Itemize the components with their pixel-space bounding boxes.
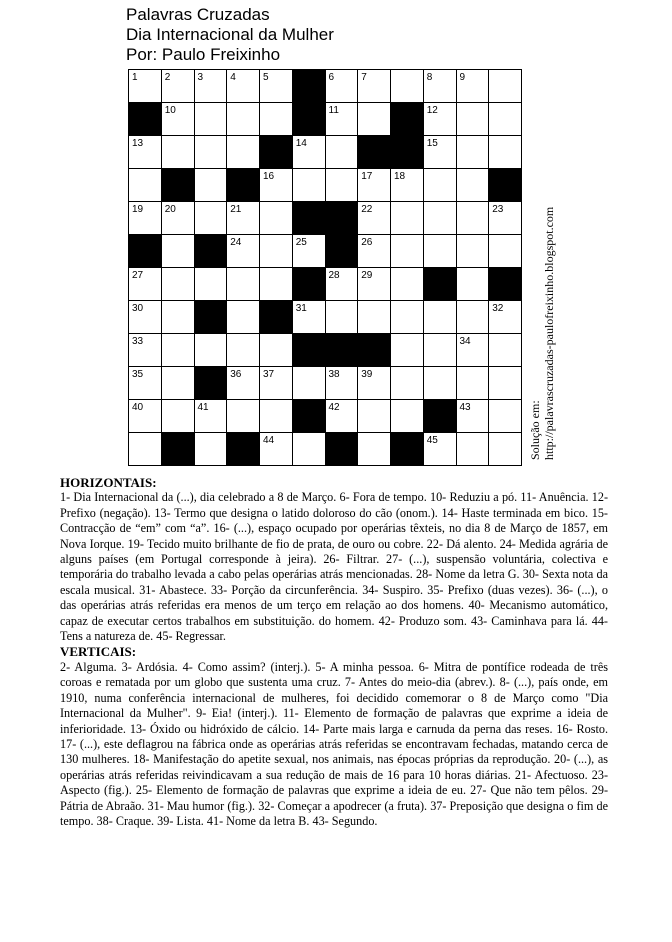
grid-cell[interactable]	[226, 234, 260, 268]
grid-cell[interactable]	[488, 300, 522, 334]
black-cell	[325, 333, 359, 367]
cell-number: 21	[230, 204, 242, 215]
grid-cell[interactable]	[390, 300, 424, 334]
grid-cell[interactable]	[161, 102, 195, 136]
cell-number: 22	[361, 204, 373, 215]
clues-section	[60, 475, 608, 829]
grid-cell[interactable]	[456, 102, 490, 136]
black-cell	[390, 432, 424, 466]
black-cell	[226, 432, 260, 466]
grid-cell[interactable]	[357, 168, 391, 202]
black-cell	[423, 399, 457, 433]
black-cell	[259, 300, 293, 334]
cell-number: 29	[361, 270, 373, 281]
solution-note	[528, 207, 556, 460]
grid-cell[interactable]	[423, 234, 457, 268]
grid-cell[interactable]	[456, 69, 490, 103]
grid-cell[interactable]	[488, 135, 522, 169]
cell-number: 28	[328, 270, 340, 281]
grid-cell[interactable]	[292, 168, 326, 202]
grid-cell[interactable]	[456, 333, 490, 367]
vertical-clues: 2- Alguma. 3- Ardósia. 4- Como assim? (interj.). 5- A minha pessoa. 6- Mitra de pontífice rodeada de três coroas e rematada por um globo que sustenta uma cruz. 7- Antes do meio-dia (abrev.). 8- (...), país onde, em 1910, numa conferência internacional de mulheres, foi decidido comemorar o 8 de Março como "Dia Internacional da Mulher". 9- Eia! (interj.). 11- Elemento de formação de palavras que exprime a ideia de inferioridade. 13- Óxido ou hidróxido de cálcio. 14- Parte mais larga e carnuda da perna das reses. 16- Rosto. 17- (...), este deflagrou na fábrica onde as operárias atrás referidas se encontravam fechadas, matando cerca de 130 mulheres. 18- Manifestação do apetite sexual, nos animais, nas épocas próprias da reprodução. 20- (...), as operárias atrás referidas reivindicavam a sua redução de mais de 16 para 10 horas diárias. 21- Afectuoso. 23- Aspecto (fig.). 25- Elemento de formação de palavras que exprime a ideia de eu. 27- Que não tem pêlos. 29- Pátria de Abraão. 31- Mau humor (fig.). 32- Começar a apodrecer (a fruta). 37- Preposição que designa o fim de tempo. 38- Craque. 39- Lista. 41- Nome da letra B. 43- Segundo.	[60, 659, 608, 828]
cell-number: 6	[328, 72, 335, 83]
grid-cell[interactable]	[456, 267, 490, 301]
cell-number: 44	[263, 435, 275, 446]
grid-cell[interactable]	[357, 432, 391, 466]
puzzle-title: Palavras Cruzadas	[126, 5, 270, 24]
grid-cell[interactable]	[226, 267, 260, 301]
cell-number: 11	[328, 105, 339, 116]
grid-cell[interactable]	[161, 267, 195, 301]
crossword-grid	[128, 69, 521, 465]
grid-cell[interactable]	[161, 201, 195, 235]
cell-number: 4	[230, 72, 236, 83]
cell-number: 36	[230, 369, 242, 380]
cell-number: 26	[361, 237, 373, 248]
cell-number: 12	[426, 105, 438, 116]
cell-number: 39	[361, 369, 373, 380]
grid-cell[interactable]	[226, 300, 260, 334]
grid-cell[interactable]	[259, 366, 293, 400]
grid-cell[interactable]	[259, 69, 293, 103]
grid-cell[interactable]	[161, 366, 195, 400]
black-cell	[292, 267, 326, 301]
grid-cell[interactable]	[259, 432, 293, 466]
grid-cell[interactable]	[128, 300, 162, 334]
grid-cell[interactable]	[423, 69, 457, 103]
cell-number: 31	[295, 303, 307, 314]
grid-cell[interactable]	[456, 300, 490, 334]
grid-cell[interactable]	[259, 168, 293, 202]
cell-number: 34	[459, 336, 471, 347]
grid-cell[interactable]	[194, 102, 228, 136]
black-cell	[357, 333, 391, 367]
cell-number: 30	[132, 303, 144, 314]
grid-cell[interactable]	[161, 399, 195, 433]
grid-cell[interactable]	[423, 432, 457, 466]
grid-cell[interactable]	[128, 168, 162, 202]
grid-cell[interactable]	[325, 102, 359, 136]
grid-cell[interactable]	[456, 168, 490, 202]
cell-number: 1	[132, 72, 138, 83]
grid-cell[interactable]	[325, 267, 359, 301]
black-cell	[390, 135, 424, 169]
cell-number: 2	[164, 72, 171, 83]
cell-number: 42	[328, 402, 340, 413]
grid-cell[interactable]	[423, 135, 457, 169]
grid-cell[interactable]	[128, 399, 162, 433]
grid-cell[interactable]	[259, 333, 293, 367]
cell-number: 3	[197, 72, 204, 83]
cell-number: 40	[132, 402, 144, 413]
cell-number: 16	[263, 171, 275, 182]
grid-cell[interactable]	[194, 399, 228, 433]
solution-label: Solução em:	[528, 400, 542, 460]
grid-cell[interactable]	[488, 234, 522, 268]
black-cell	[292, 201, 326, 235]
cell-number: 18	[394, 171, 406, 182]
grid-cell[interactable]	[488, 366, 522, 400]
cell-number: 8	[426, 72, 433, 83]
cell-number: 45	[426, 435, 438, 446]
grid-cell[interactable]	[259, 201, 293, 235]
grid-cell[interactable]	[357, 267, 391, 301]
black-cell	[357, 135, 391, 169]
puzzle-author: Por: Paulo Freixinho	[126, 45, 281, 64]
cell-number: 33	[132, 336, 144, 347]
cell-number: 15	[426, 138, 438, 149]
cell-number: 37	[263, 369, 275, 380]
grid-cell[interactable]	[357, 366, 391, 400]
grid-cell[interactable]	[456, 432, 490, 466]
grid-cell[interactable]	[423, 300, 457, 334]
grid-cell[interactable]	[259, 234, 293, 268]
grid-cell[interactable]	[488, 333, 522, 367]
grid-cell[interactable]	[423, 201, 457, 235]
grid-cell[interactable]	[161, 333, 195, 367]
grid-cell[interactable]	[128, 333, 162, 367]
grid-cell[interactable]	[488, 432, 522, 466]
grid-cell[interactable]	[226, 102, 260, 136]
grid-cell[interactable]	[259, 267, 293, 301]
cell-number: 38	[328, 369, 340, 380]
grid-cell[interactable]	[456, 135, 490, 169]
grid-cell[interactable]	[161, 69, 195, 103]
grid-cell[interactable]	[161, 234, 195, 268]
black-cell	[226, 168, 260, 202]
grid-cell[interactable]	[128, 267, 162, 301]
black-cell	[488, 267, 522, 301]
black-cell	[194, 234, 228, 268]
horizontal-clues: 1- Dia Internacional da (...), dia celebrado a 8 de Março. 6- Fora de tempo. 10- Reduziu a pó. 11- Anuência. 12- Prefixo (negação). 13- Termo que designa o latido doloroso do cão (onom.). 14- Haste terminada em bico. 15- Contracção de “em” com “a”. 16- (...), espaço ocupado por operárias têxteis, no dia 8 de Março de 1857, em Nova Iorque. 19- Tecido muito brilhante de fio de prata, de ouro ou cobre. 22- Dá alento. 24- Medida agrária de alguns países (em Portugal corresponde à jeira). 26- Filtrar. 27- (...), suspensão voluntária, colectiva e temporária do trabalho levada a cabo pelas operárias atrás mencionadas. 28- Nome da letra G. 30- Sexta nota da escala musical. 31- Abastece. 33- Porção da circunferência. 34- Suspiro. 35- Prefixo (duas vezes). 36- (...), o das operárias atrás referidas era menos de um terço em relação ao dos homens. 40- Mecanismo automático, capaz de executar certos trabalhos em substituição. do homem. 42- Produzo som. 43- Caminhava para lá. 44- Tens a natureza de. 45- Regressar.	[60, 490, 608, 644]
grid-cell[interactable]	[292, 432, 326, 466]
grid-cell[interactable]	[390, 234, 424, 268]
grid-cell[interactable]	[128, 366, 162, 400]
grid-cell[interactable]	[194, 432, 228, 466]
grid-cell[interactable]	[456, 201, 490, 235]
cell-number: 10	[164, 105, 176, 116]
black-cell	[161, 432, 195, 466]
grid-cell[interactable]	[357, 300, 391, 334]
cell-number: 24	[230, 237, 242, 248]
grid-cell[interactable]	[390, 201, 424, 235]
black-cell	[292, 333, 326, 367]
grid-cell[interactable]	[194, 201, 228, 235]
grid-cell[interactable]	[325, 135, 359, 169]
grid-cell[interactable]	[161, 300, 195, 334]
grid-cell[interactable]	[390, 333, 424, 367]
black-cell	[292, 69, 326, 103]
black-cell	[488, 168, 522, 202]
cell-number: 27	[132, 270, 144, 281]
black-cell	[128, 102, 162, 136]
grid-cell[interactable]	[325, 399, 359, 433]
cell-number: 35	[132, 369, 144, 380]
vertical-header: VERTICAIS:	[60, 644, 137, 660]
grid-cell[interactable]	[128, 135, 162, 169]
solution-url[interactable]: http://palavrascruzadas-paulofreixinho.blogspot.com	[542, 206, 556, 460]
cell-number: 9	[459, 72, 466, 83]
black-cell	[194, 366, 228, 400]
cell-number: 14	[295, 138, 307, 149]
grid-cell[interactable]	[194, 69, 228, 103]
grid-cell[interactable]	[390, 267, 424, 301]
grid-cell[interactable]	[488, 69, 522, 103]
cell-number: 43	[459, 402, 471, 413]
grid-cell[interactable]	[194, 135, 228, 169]
grid-cell[interactable]	[423, 168, 457, 202]
grid-cell[interactable]	[456, 234, 490, 268]
black-cell	[292, 102, 326, 136]
grid-cell[interactable]	[226, 201, 260, 235]
cell-number: 32	[492, 303, 504, 314]
black-cell	[259, 135, 293, 169]
cell-number: 7	[361, 72, 367, 83]
black-cell	[292, 399, 326, 433]
cell-number: 41	[197, 402, 209, 413]
grid-cell[interactable]	[423, 333, 457, 367]
cell-number: 23	[492, 204, 504, 215]
grid-cell[interactable]	[357, 102, 391, 136]
grid-cell[interactable]	[292, 366, 326, 400]
grid-cell[interactable]	[488, 102, 522, 136]
cell-number: 5	[263, 72, 269, 83]
grid-cell[interactable]	[357, 201, 391, 235]
grid-cell[interactable]	[325, 366, 359, 400]
grid-cell[interactable]	[194, 267, 228, 301]
grid-cell[interactable]	[325, 168, 359, 202]
grid-cell[interactable]	[161, 135, 195, 169]
grid-cell[interactable]	[194, 168, 228, 202]
cell-number: 13	[132, 138, 144, 149]
grid-cell[interactable]	[390, 69, 424, 103]
cell-number: 19	[132, 204, 144, 215]
grid-cell[interactable]	[226, 333, 260, 367]
grid-cell[interactable]	[128, 201, 162, 235]
grid-cell[interactable]	[292, 234, 326, 268]
grid-cell[interactable]	[226, 135, 260, 169]
grid-cell[interactable]	[325, 69, 359, 103]
grid-cell[interactable]	[357, 234, 391, 268]
grid-cell[interactable]	[292, 135, 326, 169]
grid-cell[interactable]	[390, 399, 424, 433]
black-cell	[390, 102, 424, 136]
black-cell	[194, 300, 228, 334]
grid-cell[interactable]	[226, 69, 260, 103]
black-cell	[325, 234, 359, 268]
black-cell	[423, 267, 457, 301]
black-cell	[128, 234, 162, 268]
cell-number: 20	[164, 204, 176, 215]
cell-number: 17	[361, 171, 373, 182]
grid-cell[interactable]	[259, 399, 293, 433]
grid-cell[interactable]	[423, 102, 457, 136]
grid-cell[interactable]	[456, 399, 490, 433]
black-cell	[161, 168, 195, 202]
grid-cell[interactable]	[357, 69, 391, 103]
grid-cell[interactable]	[390, 168, 424, 202]
grid-cell[interactable]	[194, 333, 228, 367]
grid-cell[interactable]	[488, 399, 522, 433]
grid-cell[interactable]	[423, 366, 457, 400]
grid-cell[interactable]	[325, 300, 359, 334]
cell-number: 25	[295, 237, 307, 248]
grid-cell[interactable]	[259, 102, 293, 136]
grid-cell[interactable]	[226, 399, 260, 433]
grid-cell[interactable]	[357, 399, 391, 433]
grid-cell[interactable]	[488, 201, 522, 235]
grid-cell[interactable]	[128, 432, 162, 466]
grid-cell[interactable]	[456, 366, 490, 400]
grid-cell[interactable]	[128, 69, 162, 103]
grid-cell[interactable]	[390, 366, 424, 400]
black-cell	[325, 432, 359, 466]
horizontal-header: HORIZONTAIS:	[60, 475, 157, 490]
grid-cell[interactable]	[292, 300, 326, 334]
grid-cell[interactable]	[226, 366, 260, 400]
black-cell	[325, 201, 359, 235]
puzzle-subtitle: Dia Internacional da Mulher	[126, 25, 334, 44]
